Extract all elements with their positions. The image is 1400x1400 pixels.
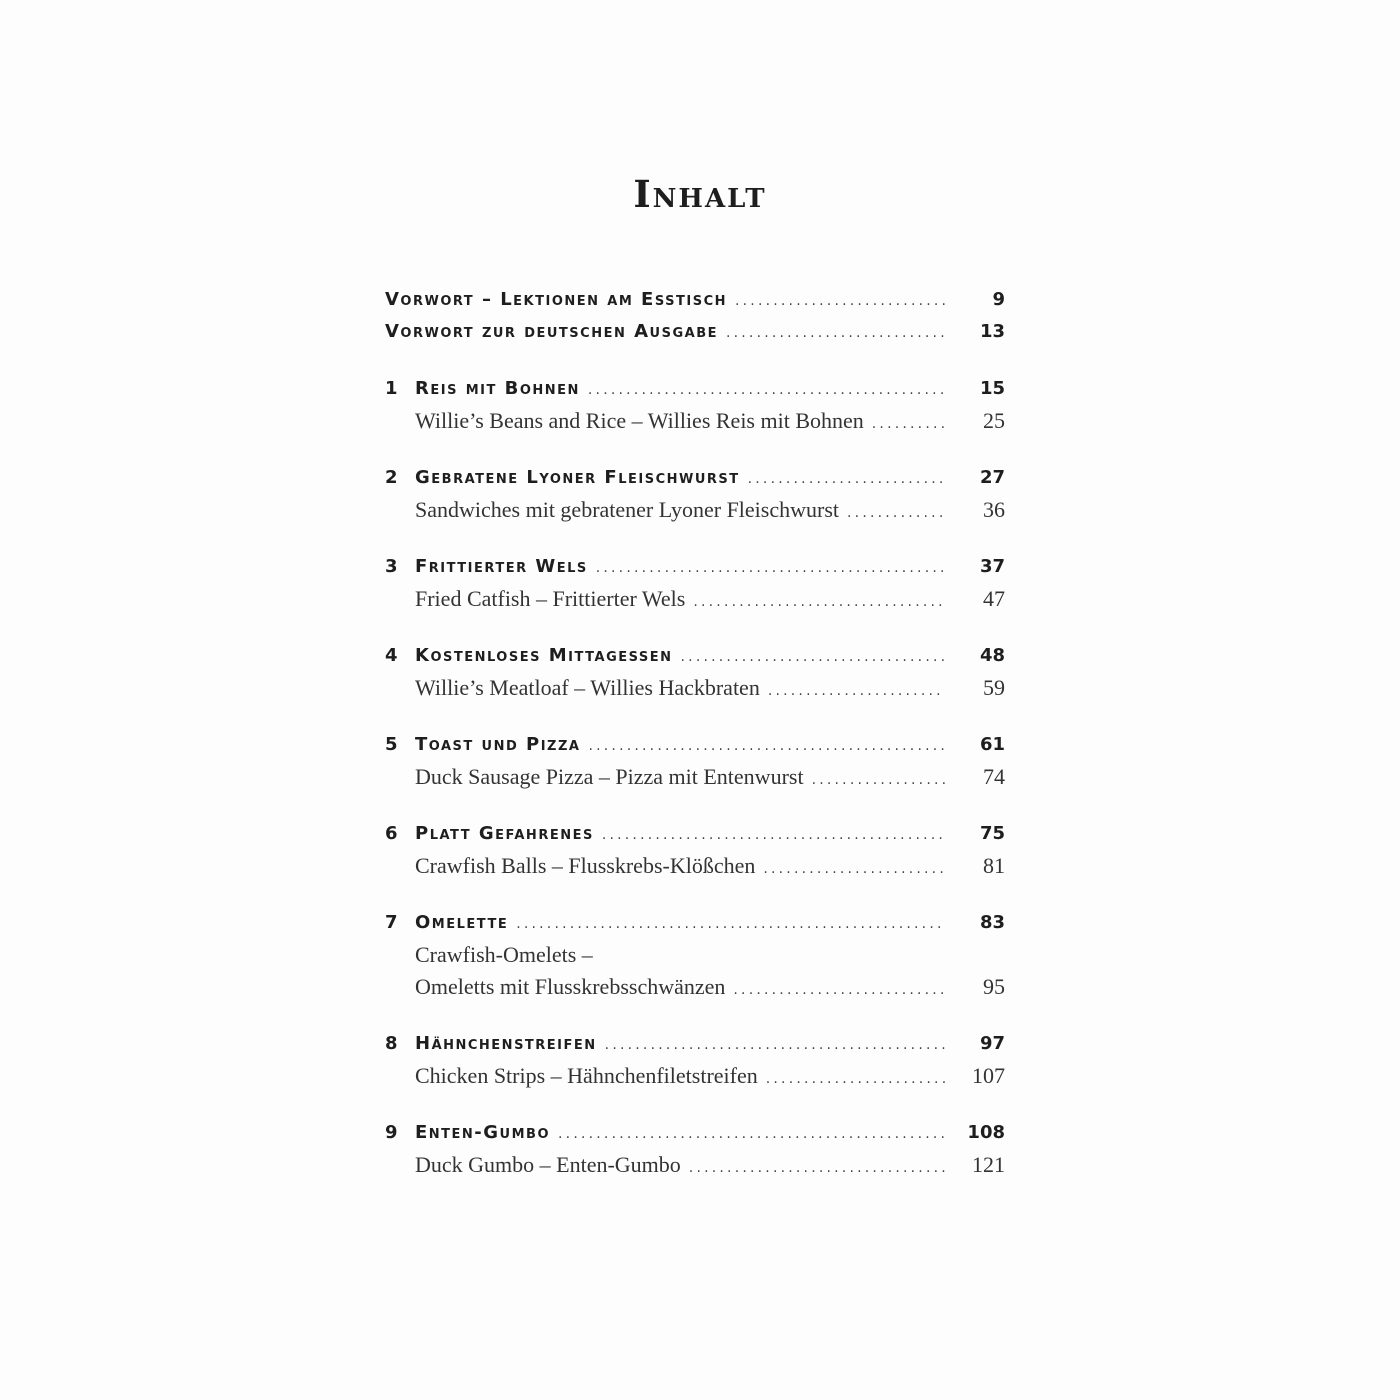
recipe-title: Duck Gumbo – Enten-Gumbo (415, 1152, 681, 1177)
chapter-title: Enten-Gumbo (415, 1122, 551, 1143)
toc-chapter-entry[interactable] (385, 729, 1005, 761)
dot-leader (681, 641, 945, 673)
table-of-contents (385, 284, 1005, 1181)
toc-page-number: 36 (983, 497, 1005, 522)
dot-leader (812, 764, 945, 796)
toc-recipe-entry[interactable] (385, 494, 1005, 526)
chapter-number: 1 (385, 378, 398, 399)
chapter-title: Reis mit Bohnen (415, 378, 580, 399)
toc-recipe-entry[interactable] (385, 850, 1005, 882)
dot-leader (588, 374, 945, 406)
toc-page-number: 27 (979, 467, 1005, 488)
toc-page-number: 13 (979, 321, 1005, 342)
dot-leader (735, 285, 945, 317)
toc-page-number: 75 (979, 823, 1005, 844)
toc-recipe-entry[interactable] (385, 971, 1005, 1003)
toc-page-number: 81 (983, 853, 1005, 878)
toc-recipe-entry-line[interactable] (385, 939, 1005, 971)
chapter-title: Gebratene Lyoner Fleischwurst (415, 467, 740, 488)
toc-page-number: 107 (972, 1063, 1005, 1088)
chapter-number: 8 (385, 1033, 398, 1054)
toc-page-number: 9 (992, 289, 1005, 310)
dot-leader (748, 463, 945, 495)
chapter-number: 2 (385, 467, 398, 488)
recipe-title: Crawfish Balls – Flusskrebs-Klößchen (415, 853, 756, 878)
toc-page-number: 37 (979, 556, 1005, 577)
chapter-number: 6 (385, 823, 398, 844)
toc-page-number: 95 (983, 974, 1005, 999)
dot-leader (602, 819, 945, 851)
toc-chapter-entry[interactable] (385, 1117, 1005, 1149)
dot-leader (596, 552, 945, 584)
toc-page-number: 59 (983, 675, 1005, 700)
toc-chapter-entry[interactable] (385, 818, 1005, 850)
recipe-title: Willie’s Beans and Rice – Willies Reis mit Bohnen (415, 408, 864, 433)
toc-entry-title: Vorwort – Lektionen am Esstisch (385, 289, 727, 310)
recipe-title: Duck Sausage Pizza – Pizza mit Entenwurst (415, 764, 804, 789)
dot-leader (726, 317, 945, 349)
toc-page-number: 121 (972, 1152, 1005, 1177)
toc-chapter-entry[interactable] (385, 462, 1005, 494)
recipe-title: Fried Catfish – Frittierter Wels (415, 586, 686, 611)
toc-recipe-entry[interactable] (385, 1060, 1005, 1092)
toc-page-number: 48 (979, 645, 1005, 666)
toc-entry-title: Vorwort zur deutschen Ausgabe (385, 321, 718, 342)
toc-front-matter-entry[interactable] (385, 316, 1005, 348)
chapter-title: Omelette (415, 912, 509, 933)
dot-leader (766, 1063, 945, 1095)
chapter-number: 7 (385, 912, 398, 933)
toc-page-number: 108 (967, 1122, 1005, 1143)
recipe-title: Sandwiches mit gebratener Lyoner Fleischwurst (415, 497, 840, 522)
chapter-title: Frittierter Wels (415, 556, 588, 577)
toc-recipe-entry[interactable] (385, 672, 1005, 704)
chapter-title: Hähnchenstreifen (415, 1033, 597, 1054)
toc-recipe-entry[interactable] (385, 583, 1005, 615)
dot-leader (872, 408, 945, 440)
dot-leader (516, 908, 945, 940)
toc-chapter-entry[interactable] (385, 1028, 1005, 1060)
dot-leader (588, 730, 945, 762)
toc-recipe-entry[interactable] (385, 761, 1005, 793)
toc-page-number: 74 (983, 764, 1005, 789)
toc-chapter-entry[interactable] (385, 907, 1005, 939)
toc-chapter-entry[interactable] (385, 640, 1005, 672)
toc-page-number: 25 (983, 408, 1005, 433)
page-title: Inhalt (633, 172, 767, 216)
toc-chapter-entry[interactable] (385, 551, 1005, 583)
chapter-number: 4 (385, 645, 398, 666)
dot-leader (693, 586, 945, 618)
recipe-title: Willie’s Meatloaf – Willies Hackbraten (415, 675, 760, 700)
dot-leader (847, 497, 945, 529)
chapter-title: Toast und Pizza (415, 734, 581, 755)
toc-recipe-entry[interactable] (385, 1149, 1005, 1181)
dot-leader (689, 1152, 945, 1184)
dot-leader (768, 675, 945, 707)
toc-page-number: 47 (983, 586, 1005, 611)
toc-chapter-entry[interactable] (385, 373, 1005, 405)
dot-leader (733, 974, 945, 1006)
chapter-number: 5 (385, 734, 398, 755)
recipe-title: Omeletts mit Flusskrebsschwänzen (415, 974, 726, 999)
toc-page-number: 97 (979, 1033, 1005, 1054)
recipe-title: Crawfish-Omelets – (415, 942, 593, 967)
dot-leader (605, 1029, 945, 1061)
toc-page-number: 15 (979, 378, 1005, 399)
toc-page-number: 61 (979, 734, 1005, 755)
chapter-number: 9 (385, 1122, 398, 1143)
toc-page-number: 83 (979, 912, 1005, 933)
recipe-title: Chicken Strips – Hähnchenfiletstreifen (415, 1063, 758, 1088)
chapter-title: Kostenloses Mittagessen (415, 645, 673, 666)
chapter-title: Platt Gefahrenes (415, 823, 594, 844)
dot-leader (558, 1118, 945, 1150)
toc-front-matter-entry[interactable] (385, 284, 1005, 316)
toc-recipe-entry[interactable] (385, 405, 1005, 437)
chapter-number: 3 (385, 556, 398, 577)
dot-leader (763, 853, 945, 885)
